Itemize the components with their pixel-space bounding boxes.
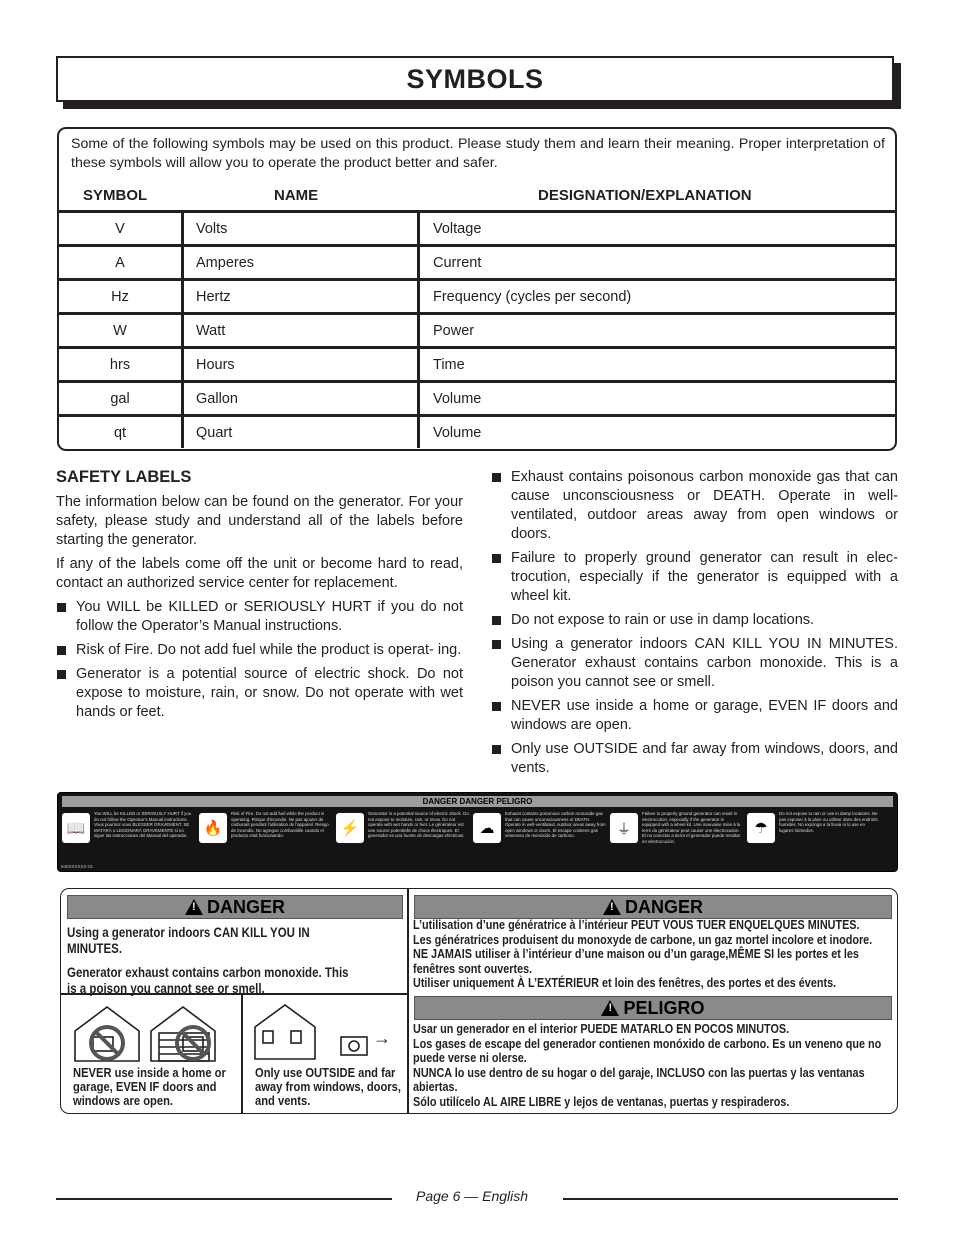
strip-warning-text: Risk of Fire. Do not add fuel while the product is operating. Risque d'incendie. Ne pas ajouter de carburant pendant l'utilisation de l'appareil. Riesgo de incendio. No agregue combustible cuando el producto está funcionando. xyxy=(231,811,329,839)
ground-icon: ⏚ xyxy=(610,813,638,843)
designation-cell: Voltage xyxy=(419,212,896,246)
footer-rule-right xyxy=(563,1198,898,1200)
bullet-item: NEVER use inside a home or garage, EVEN IF doors and windows are open. xyxy=(491,697,898,735)
symbol-row xyxy=(59,280,895,314)
danger-banner-en: ! DANGER xyxy=(67,895,403,919)
square-bullet-icon xyxy=(492,554,501,563)
label-line: Les génératrices produisent du monoxyde de carbone, un gaz mortel incolore et inodore. xyxy=(413,932,873,947)
symbol-cell: Hz xyxy=(59,280,183,314)
label-line: Utiliser uniquement À L’EXTÉRIEUR et loin des fenêtres, des portes et des évents. xyxy=(413,976,837,990)
square-bullet-icon xyxy=(492,616,501,625)
name-cell: Gallon xyxy=(183,382,419,416)
strip-warning-text: Exhaust contains poisonous carbon monoxide gas that can cause unconsciousness or DEATH. Operate in well-ventilated, outdoor areas away from open windows or doors. El escape contiene gas venenoso de monóxido de carbono. xyxy=(505,811,606,839)
label-line: Sólo utilícelo AL AIRE LIBRE y lejos de ventanas, puertas y respiraderos. xyxy=(413,1094,790,1109)
warning-triangle-icon xyxy=(603,899,621,915)
right-bullet-list xyxy=(491,468,898,778)
symbol-cell: gal xyxy=(59,382,183,416)
no-indoor-generator-icon xyxy=(71,1003,231,1063)
arrow-icon: → xyxy=(373,1028,391,1048)
symbols-intro: Some of the following symbols may be used on this product. Please study them and learn their meaning. Proper interpretation of these symbols will allow you to operate the product better and safer. xyxy=(71,136,885,171)
safety-paragraph-2: If any of the labels come off the unit or become hard to read, contact an authorized service center for replacement. xyxy=(56,556,463,591)
warning-strip-header: DANGER DANGER PELIGRO xyxy=(62,796,893,807)
square-bullet-icon xyxy=(492,473,501,482)
designation-cell: Volume xyxy=(419,382,896,416)
strip-warning-text: Generator is a potential source of electric shock. Do not expose to moisture, rain, or snow. Do not operate with wet hands or feet. Le générateur est une source potentielle de chocs électriques. El generador es una fuente de descargas eléctricas. xyxy=(368,811,469,839)
square-bullet-icon xyxy=(492,702,501,711)
safety-left-column xyxy=(56,468,463,727)
name-column-header: NAME xyxy=(274,187,319,204)
bullet-item: Do not expose to rain or use in damp locations. xyxy=(491,611,898,630)
symbol-cell: W xyxy=(59,314,183,348)
page-title: SYMBOLS xyxy=(406,63,544,94)
symbol-row xyxy=(59,314,895,348)
safety-right-column xyxy=(491,468,898,783)
rain-icon: ☂ xyxy=(747,813,775,843)
label-line: NE JAMAIS utiliser à l’intérieur d’une maison ou d’un garage,MÊME SI les portes et les fenêtres sont ouvertes. xyxy=(413,947,859,976)
name-cell: Amperes xyxy=(183,246,419,280)
symbol-row xyxy=(59,416,895,449)
designation-cell: Volume xyxy=(419,416,896,449)
manual-icon: 📖 xyxy=(62,813,90,843)
danger-banner-fr: ! DANGER xyxy=(414,895,892,919)
designation-cell: Current xyxy=(419,246,896,280)
symbol-row xyxy=(59,382,895,416)
page-footer: Page 6 — English xyxy=(416,1188,529,1204)
symbol-cell: V xyxy=(59,212,183,246)
safety-paragraph-1: The information below can be found on the generator. For your safety, please study and understand all of the labels before starting the generator. xyxy=(56,494,463,548)
bullet-item: Failure to properly ground generator can result in elec- trocution, especially if the generator is equipped with a wheel kit. xyxy=(491,549,898,606)
label-line: L’utilisation d’une génératrice à l’intérieur PEUT VOUS TUER ENQUELQUES MINUTES. xyxy=(413,918,860,932)
strip-warning-text: You WILL be KILLED or SERIOUSLY HURT if you do not follow the Operator's Manual instructions. Vous pourriez vous BLESSER GRAVEMENT. SE MATARÁ o LESIONARÁ GRAVEMENTE si no sigue las instrucciones del Manual del operador. xyxy=(94,811,192,839)
bullet-item: Only use OUTSIDE and far away from windows, doors, and vents. xyxy=(491,740,898,778)
danger-banner-es: ! PELIGRO xyxy=(414,996,892,1020)
symbol-cell: qt xyxy=(59,416,183,449)
symbol-column-header: SYMBOL xyxy=(83,187,148,204)
danger-message-es xyxy=(413,1022,895,1109)
symbol-cell: A xyxy=(59,246,183,280)
danger-message-fr xyxy=(413,918,895,991)
bullet-item: You WILL be KILLED or SERIOUSLY HURT if you do not follow the Operator’s Manual instructions. xyxy=(56,598,463,636)
name-cell: Quart xyxy=(183,416,419,449)
bullet-item: Generator is a potential source of electric shock. Do not expose to moisture, rain, or snow. Do not operate with wet hands or feet. xyxy=(56,665,463,722)
strip-warning-text: Failure to properly ground generator can result in electrocution, especially if the generator is equipped with a wheel kit. Une mauvaise mise à la terre du générateur peut causer une électrocution. El no conectar a tierra el generador puede resultar en electrocución. xyxy=(642,811,741,844)
square-bullet-icon xyxy=(57,670,66,679)
designation-column-header: DESIGNATION/EXPLANATION xyxy=(538,187,752,204)
page-title-box xyxy=(56,56,894,102)
name-cell: Hertz xyxy=(183,280,419,314)
name-cell: Volts xyxy=(183,212,419,246)
danger-label xyxy=(60,888,898,1114)
square-bullet-icon xyxy=(57,603,66,612)
symbol-row xyxy=(59,212,895,246)
designation-cell: Time xyxy=(419,348,896,382)
symbols-table-header xyxy=(59,187,895,209)
exhaust-icon: ☁ xyxy=(473,813,501,843)
fire-icon: 🔥 xyxy=(199,813,227,843)
square-bullet-icon xyxy=(492,640,501,649)
outside-use-caption: Only use OUTSIDE and far away from windows, doors, and vents. xyxy=(255,1065,401,1108)
square-bullet-icon xyxy=(57,646,66,655)
label-line: NUNCA lo use dentro de su hogar o del garaje, INCLUSO con las puertas y las ventanas abiertas. xyxy=(413,1065,865,1094)
footer-rule-left xyxy=(56,1198,392,1200)
name-cell: Watt xyxy=(183,314,419,348)
symbols-table-box xyxy=(57,127,897,451)
designation-cell: Frequency (cycles per second) xyxy=(419,280,896,314)
label-line: Usar un generador en el interior PUEDE MATARLO EN POCOS MINUTOS. xyxy=(413,1022,790,1036)
label-line: Los gases de escape del generador contienen monóxido de carbono. Es un veneno que no puede verse ni olerse. xyxy=(413,1036,882,1065)
bullet-item: Using a generator indoors CAN KILL YOU IN MINUTES. Generator exhaust contains carbon monoxide. This is a poison you cannot see or smell. xyxy=(491,635,898,692)
symbols-table xyxy=(59,210,895,448)
designation-cell: Power xyxy=(419,314,896,348)
name-cell: Hours xyxy=(183,348,419,382)
symbol-cell: hrs xyxy=(59,348,183,382)
safety-labels-heading: SAFETY LABELS xyxy=(56,468,192,486)
symbol-row xyxy=(59,246,895,280)
shock-icon: ⚡ xyxy=(336,813,364,843)
danger-message-en: Using a generator indoors CAN KILL YOU IN MINUTES. Generator exhaust contains carbon monoxide. This is a poison you cannot see or smell. xyxy=(67,925,349,996)
left-bullet-list xyxy=(56,598,463,722)
square-bullet-icon xyxy=(492,745,501,754)
indoor-warning-caption: NEVER use inside a home or garage, EVEN IF doors and windows are open. xyxy=(73,1065,226,1108)
part-number: 940XXXXXX-01 xyxy=(61,864,94,869)
bullet-item: Exhaust contains poisonous carbon monoxide gas that can cause unconsciousness or DEATH. Operate in well-ventilated, outdoor areas away from open windows or doors. xyxy=(491,468,898,544)
bullet-item: Risk of Fire. Do not add fuel while the product is operat- ing. xyxy=(56,641,463,660)
warning-strip-label xyxy=(57,792,898,872)
warning-triangle-icon xyxy=(185,899,203,915)
warning-triangle-icon xyxy=(601,1000,619,1016)
symbol-row xyxy=(59,348,895,382)
strip-warning-text: Do not expose to rain or use in damp locations. Ne pas exposer à la pluie ou utiliser dans des endroits humides. No exponga a la lluvia ni lo use en lugares húmedos. xyxy=(779,811,878,833)
